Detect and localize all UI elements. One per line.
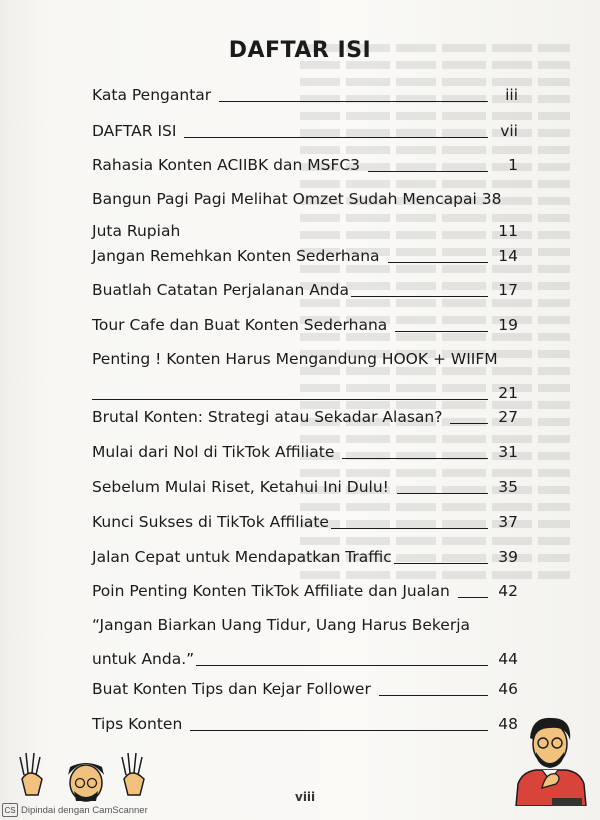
toc-entry-title: Kunci Sukses di TikTok Affiliate — [92, 513, 329, 531]
toc-leader-line — [368, 171, 488, 172]
toc-entry-page: 39 — [498, 548, 518, 566]
toc-entry-title-continued: untuk Anda.” — [92, 650, 195, 668]
toc-entry[interactable] — [92, 118, 518, 144]
toc-entry-title: Jangan Remehkan Konten Sederhana — [92, 247, 380, 265]
toc-entry[interactable] — [92, 82, 518, 108]
toc-leader-line — [190, 730, 488, 731]
toc-entry-title: Rahasia Konten ACIIBK dan MSFC3 — [92, 156, 361, 174]
toc-leader-line — [342, 458, 488, 459]
toc-entry[interactable] — [92, 312, 518, 338]
page-number: viii — [295, 790, 316, 804]
toc-entry[interactable] — [92, 578, 518, 604]
toc-entry-page: 44 — [498, 650, 518, 668]
toc-entry-title: Penting ! Konten Harus Mengandung HOOK + WIIFM — [92, 350, 498, 368]
toc-entry-title: “Jangan Biarkan Uang Tidur, Uang Harus Bekerja — [92, 616, 471, 634]
waving-person-illustration — [14, 745, 164, 805]
toc-entry[interactable] — [92, 152, 518, 178]
toc-entry-page: 31 — [498, 443, 518, 461]
toc-leader-line — [184, 137, 488, 138]
toc-entry[interactable] — [92, 612, 518, 672]
toc-entry-page: 11 — [498, 222, 518, 240]
toc-entry-page: 14 — [498, 247, 518, 265]
toc-entry-page: 35 — [498, 478, 518, 496]
toc-entry-title: Jalan Cepat untuk Mendapatkan Traffic — [92, 548, 392, 566]
toc-entry-title-continued: Juta Rupiah — [92, 222, 181, 240]
scanner-watermark — [0, 802, 148, 818]
toc-leader-line — [331, 528, 488, 529]
toc-entry-title: Buat Konten Tips dan Kejar Follower — [92, 680, 371, 698]
toc-entry[interactable] — [92, 346, 518, 406]
scanner-label: Dipindai dengan CamScanner — [21, 804, 148, 816]
page-title: DAFTAR ISI — [228, 38, 372, 63]
toc-leader-line — [394, 563, 488, 564]
toc-entry-title: Sebelum Mulai Riset, Ketahui Ini Dulu! — [92, 478, 389, 496]
toc-leader-line — [219, 101, 488, 102]
toc-entry-page: 37 — [498, 513, 518, 531]
toc-entry[interactable] — [92, 509, 518, 535]
toc-entry[interactable] — [92, 243, 518, 269]
toc-entry-title: DAFTAR ISI — [92, 122, 177, 140]
toc-entry-page: 17 — [498, 281, 518, 299]
toc-entry-page: 21 — [498, 384, 518, 402]
toc-entry-title: Tips Konten — [92, 715, 183, 733]
toc-entry-page: 48 — [498, 715, 518, 733]
toc-entry[interactable] — [92, 676, 518, 702]
thinking-man-illustration — [512, 714, 590, 806]
toc-entry-title: Buatlah Catatan Perjalanan Anda — [92, 281, 349, 299]
toc-entry-title: Tour Cafe dan Buat Konten Sederhana — [92, 316, 388, 334]
toc-entry[interactable] — [92, 186, 518, 244]
toc-entry-page: iii — [505, 86, 518, 104]
toc-leader-line — [196, 665, 488, 666]
toc-leader-line — [388, 262, 488, 263]
toc-leader-line — [92, 399, 488, 400]
toc-leader-line — [379, 695, 488, 696]
toc-entry[interactable] — [92, 439, 518, 465]
toc-entry-page: 42 — [498, 582, 518, 600]
toc-entry[interactable] — [92, 711, 518, 737]
toc-entry[interactable] — [92, 544, 518, 570]
toc-entry-title: Poin Penting Konten TikTok Affiliate dan Jualan — [92, 582, 450, 600]
toc-entry-title: Bangun Pagi Pagi Melihat Omzet Sudah Mencapai 38 — [92, 190, 502, 208]
toc-entry[interactable] — [92, 277, 518, 303]
toc-entry-page: 27 — [498, 408, 518, 426]
toc-leader-line — [351, 296, 488, 297]
toc-entry-title: Kata Pengantar — [92, 86, 212, 104]
toc-entry[interactable] — [92, 474, 518, 500]
toc-entry-title: Mulai dari Nol di TikTok Affiliate — [92, 443, 335, 461]
toc-leader-line — [395, 331, 488, 332]
toc-entry[interactable] — [92, 404, 518, 430]
toc-entry-title: Brutal Konten: Strategi atau Sekadar Alasan? — [92, 408, 443, 426]
toc-leader-line — [458, 597, 488, 598]
toc-leader-line — [397, 493, 488, 494]
toc-entry-page: 1 — [508, 156, 518, 174]
camscanner-logo-icon: CS — [2, 803, 18, 817]
toc-leader-line — [450, 423, 488, 424]
toc-entry-page: 46 — [498, 680, 518, 698]
toc-entry-page: 19 — [498, 316, 518, 334]
toc-entry-page: vii — [500, 122, 518, 140]
